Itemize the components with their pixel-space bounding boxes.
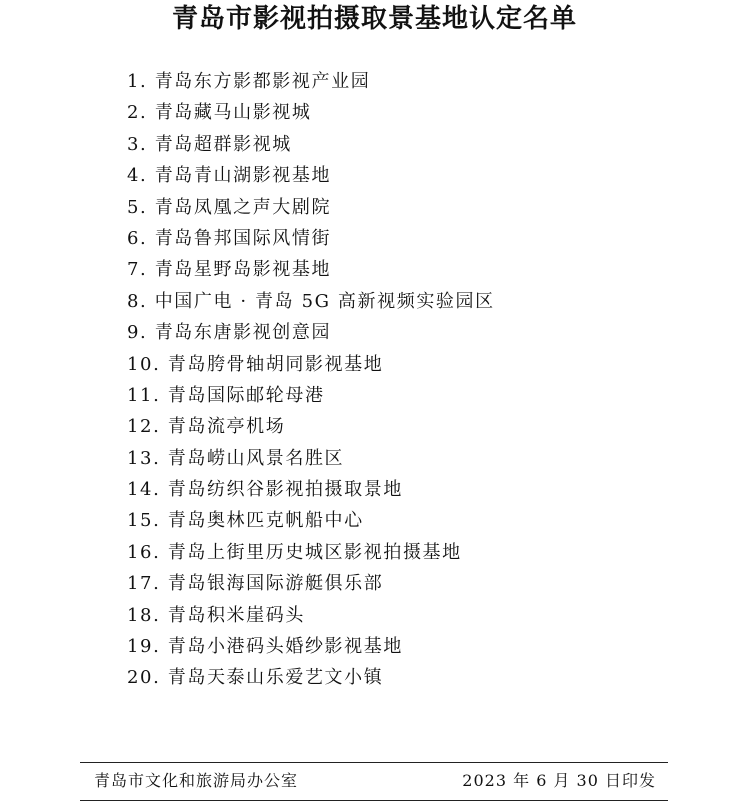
list-item: 13. 青岛崂山风景名胜区 (127, 447, 345, 469)
list-item: 11. 青岛国际邮轮母港 (127, 384, 325, 406)
document-footer (94, 768, 656, 794)
list-item: 18. 青岛积米崖码头 (127, 604, 305, 626)
list-item: 16. 青岛上街里历史城区影视拍摄基地 (127, 541, 462, 563)
list-item: 15. 青岛奥林匹克帆船中心 (127, 510, 364, 532)
document-title: 青岛市影视拍摄取景基地认定名单 (171, 4, 577, 34)
list-item: 8. 中国广电 · 青岛 5G 高新视频实验园区 (127, 290, 495, 312)
issuer-name: 青岛市文化和旅游局办公室 (94, 771, 299, 790)
list-item: 20. 青岛天泰山乐爱艺文小镇 (127, 667, 384, 689)
list-item: 6. 青岛鲁邦国际风情街 (127, 227, 332, 249)
list-item: 4. 青岛青山湖影视基地 (127, 165, 332, 187)
list-item: 10. 青岛胯骨轴胡同影视基地 (127, 353, 384, 375)
list-item: 12. 青岛流亭机场 (127, 416, 286, 438)
list-item: 3. 青岛超群影视城 (127, 133, 292, 155)
footer-top-rule (80, 762, 668, 763)
base-list (127, 66, 495, 694)
list-item: 14. 青岛纺织谷影视拍摄取景地 (127, 479, 403, 501)
list-item: 9. 青岛东唐影视创意园 (127, 322, 332, 344)
list-item: 19. 青岛小港码头婚纱影视基地 (127, 636, 403, 658)
list-item: 17. 青岛银海国际游艇俱乐部 (127, 573, 384, 595)
issue-date: 2023 年 6 月 30 日印发 (462, 771, 656, 790)
list-item: 7. 青岛星野岛影视基地 (127, 259, 332, 281)
list-item: 5. 青岛凤凰之声大剧院 (127, 196, 332, 218)
footer-bottom-rule (80, 800, 668, 801)
list-item: 2. 青岛藏马山影视城 (127, 102, 312, 124)
list-item: 1. 青岛东方影都影视产业园 (127, 71, 371, 92)
